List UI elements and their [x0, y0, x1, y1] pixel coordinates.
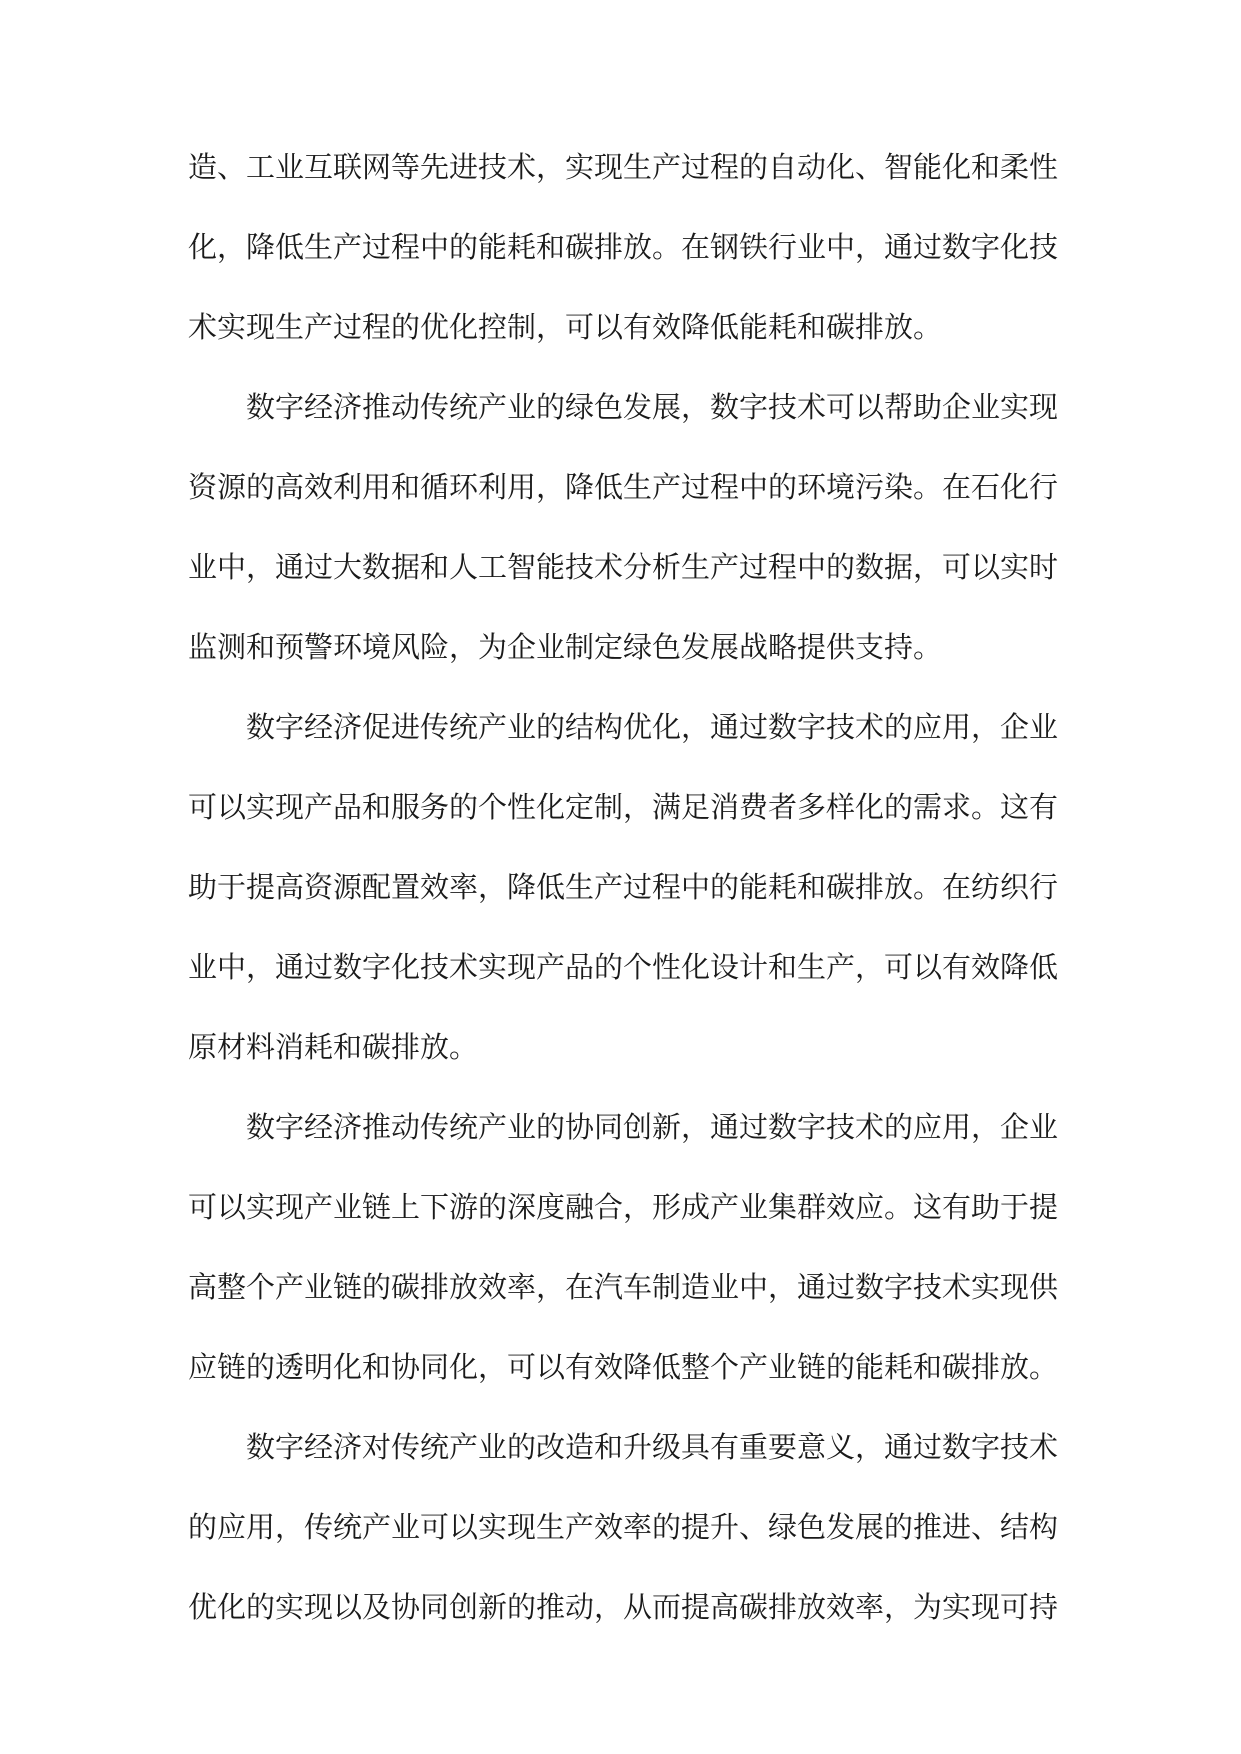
text-line: 高整个产业链的碳排放效率，在汽车制造业中，通过数字技术实现供 — [188, 1270, 1059, 1304]
text-line: 应链的透明化和协同化，可以有效降低整个产业链的能耗和碳排放。 — [188, 1350, 1059, 1384]
text-line: 数字经济推动传统产业的绿色发展，数字技术可以帮助企业实现 — [246, 390, 1059, 424]
text-line: 的应用，传统产业可以实现生产效率的提升、绿色发展的推进、结构 — [188, 1510, 1059, 1544]
text-line: 资源的高效利用和循环利用，降低生产过程中的环境污染。在石化行 — [188, 470, 1059, 504]
text-line: 原材料消耗和碳排放。 — [188, 1030, 479, 1064]
text-line: 数字经济促进传统产业的结构优化，通过数字技术的应用，企业 — [246, 710, 1059, 744]
text-line: 数字经济推动传统产业的协同创新，通过数字技术的应用，企业 — [246, 1110, 1059, 1144]
text-line: 化，降低生产过程中的能耗和碳排放。在钢铁行业中，通过数字化技 — [188, 230, 1059, 264]
text-line: 业中，通过数字化技术实现产品的个性化设计和生产，可以有效降低 — [188, 950, 1059, 984]
text-line: 数字经济对传统产业的改造和升级具有重要意义，通过数字技术 — [246, 1430, 1059, 1464]
text-line: 造、工业互联网等先进技术，实现生产过程的自动化、智能化和柔性 — [188, 150, 1059, 184]
text-line: 监测和预警环境风险，为企业制定绿色发展战略提供支持。 — [188, 630, 943, 664]
text-line: 术实现生产过程的优化控制，可以有效降低能耗和碳排放。 — [188, 310, 943, 344]
text-line: 可以实现产业链上下游的深度融合，形成产业集群效应。这有助于提 — [188, 1190, 1059, 1224]
text-line: 优化的实现以及协同创新的推动，从而提高碳排放效率，为实现可持 — [188, 1590, 1059, 1624]
text-line: 业中，通过大数据和人工智能技术分析生产过程中的数据，可以实时 — [188, 550, 1059, 584]
text-line: 可以实现产品和服务的个性化定制，满足消费者多样化的需求。这有 — [188, 790, 1059, 824]
body-text — [188, 147, 1058, 1667]
text-line: 助于提高资源配置效率，降低生产过程中的能耗和碳排放。在纺织行 — [188, 870, 1059, 904]
